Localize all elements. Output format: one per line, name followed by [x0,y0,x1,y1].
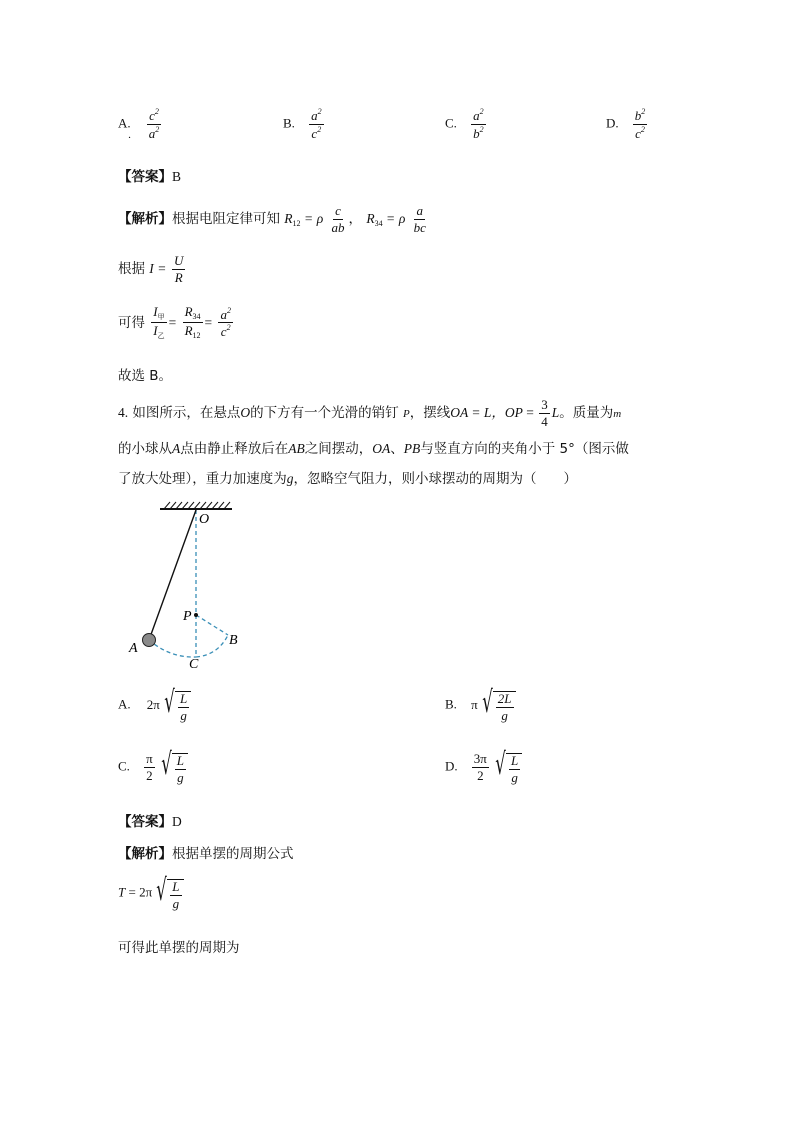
ball-a [143,634,156,647]
option-label: D. [445,758,458,774]
analysis-tag: 【解析】 [118,211,172,228]
label-c: C [189,657,199,672]
option-d[interactable] [606,108,649,140]
sqrt: √ $\frac{L}{g}$ [157,750,188,784]
question-number: 4. [118,405,129,421]
option-fraction: $\frac{a^2}{b^2}$ [473,107,484,141]
option-label: A. [118,696,131,712]
sqrt: √ $\frac{L}{g}$ [491,750,522,784]
fraction: $\frac{I_甲}{I_乙}$ [153,304,165,341]
fraction: $\frac{a^2}{c^2}$ [220,305,231,340]
question-4-line-1: 4. 如图所示，在悬点O的下方有一个光滑的销钉 P，摆线OA = L，OP = $\frac{3}{4}$ L。质量为m [118,397,622,429]
option-a[interactable] [118,108,163,140]
fraction: $\frac{U}{R}$ [174,253,184,285]
option-fraction: $\frac{a^2}{c^2}$ [311,107,322,141]
answer-value: B [172,169,182,184]
ceiling-hatch [160,502,232,509]
option-a[interactable]: A. 2π √ $\frac{L}{g}$ [118,688,191,722]
option-c[interactable] [445,108,488,140]
period-formula: T = 2π √ $\frac{L}{g}$ [118,876,184,910]
fraction: $\frac{L}{g}$ [172,879,180,911]
sqrt: √ $\frac{2L}{g}$ [478,688,516,722]
fraction: $\frac{R_{34}}{R_{12}}$ [184,304,201,341]
option-b[interactable] [283,108,326,140]
answer-tag: 【答案】 [118,814,172,830]
arc-ac [149,640,196,657]
label-a: A [129,641,138,656]
option-label: D. [606,115,619,131]
fraction: $\frac{3}{4}$ [541,397,548,429]
fraction: $\frac{2L}{g}$ [497,691,512,723]
sqrt: √ $\frac{L}{g}$ [152,876,183,910]
fraction: $\frac{L}{g}$ [510,753,519,785]
answer-value: D [172,814,182,829]
ratio-line: 可得 $\frac{I_甲}{I_乙}$ = $\frac{R_{34}}{R_{12}}$ = $\frac{a^2}{c^2}$ [118,304,231,341]
option-a-dot: ． [128,130,138,141]
option-fraction: $\frac{c^2}{a^2}$ [148,107,160,141]
final-line: 可得此单摆的周期为 [118,940,240,956]
option-c[interactable] [118,747,188,785]
pendulum-diagram [120,498,260,673]
option-d[interactable] [445,747,522,785]
answer-line [118,810,182,830]
label-o: O [199,512,210,527]
option-label: C. [445,115,457,131]
fraction: $\frac{c}{ab}$ [331,203,345,235]
choose-line: 故选 B。 [118,368,173,384]
analysis-line: 【解析】根据电阻定律可知 $R_{12} = \rho$ $\frac{c}{ab}$ ， $R_{34} = \rho$ $\frac{a}{bc}$ [118,203,426,235]
answer-tag: 【答案】 [118,169,172,185]
label-p: P [183,609,192,624]
question-4-line-2: 的小球从A点由静止释放后在AB之间摆动，OA、PB与竖直方向的夹角小于 5°（图示做 [118,441,629,457]
fraction: $\frac{3\pi}{2}$ [473,751,487,783]
arc-cb [196,635,228,657]
option-label: C. [118,758,130,774]
fraction: $\frac{L}{g}$ [176,753,184,785]
answer-line [118,165,181,185]
segment-pb [196,615,228,635]
question-4-line-3: 了放大处理），重力加速度为g，忽略空气阻力，则小球摆动的周期为（ ） [118,471,577,487]
option-fraction: $\frac{b^2}{c^2}$ [634,107,646,141]
peg-p [194,613,198,617]
ohm-line: 根据 I = $\frac{U}{R}$ [118,253,184,285]
analysis-line: 【解析】根据单摆的周期公式 [118,846,294,862]
option-label: B. [283,115,295,131]
option-label: B. [445,696,457,712]
sqrt: √ $\frac{L}{g}$ [160,688,191,722]
analysis-tag: 【解析】 [118,846,172,862]
fraction: $\frac{a}{bc}$ [413,203,426,235]
label-b: B [229,633,238,648]
option-b[interactable]: B. π √ $\frac{2L}{g}$ [445,688,516,722]
fraction: $\frac{\pi}{2}$ [146,751,153,783]
option-label: A. [118,115,131,131]
fraction: $\frac{L}{g}$ [179,691,188,723]
